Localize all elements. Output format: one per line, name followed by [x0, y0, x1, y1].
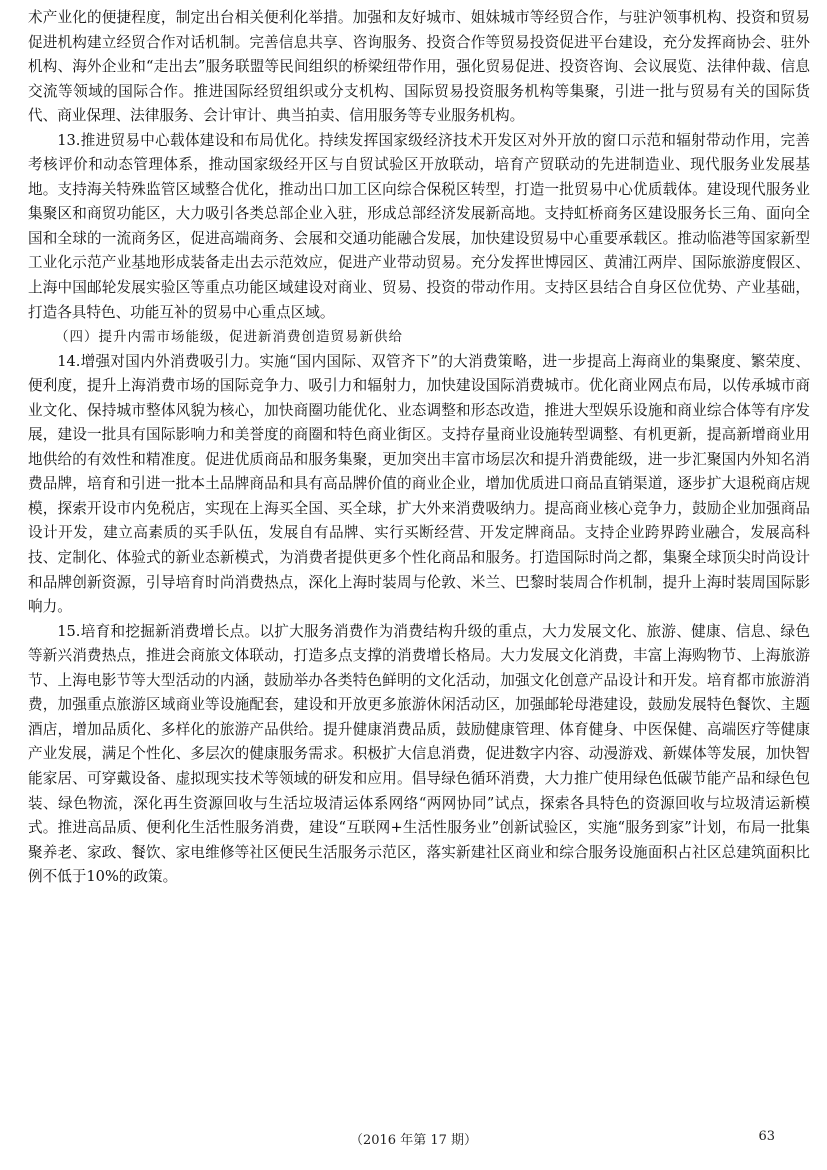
paragraph-item-14: 14.增强对国内外消费吸引力。实施“国内国际、双管齐下”的大消费策略，进一步提高上海商业的集聚度、繁荣度、便利度，提升上海消费市场的国际竞争力、吸引力和辐射力，加快建设国际消费城市。优化商业网点布局，以传承城市商业文化、保持城市整体风貌为核心，加快商圈功能优化、业态调整和形态改造，推进大型娱乐设施和商业综合体等有序发展，建设一批具有国际影响力和美誉度的商圈和特色商业街区。支持存量商业设施转型调整、有机更新，提高新增商业用地供给的有效性和精准度。促进优质商品和服务集聚，更加突出丰富市场层次和提升消费能级，进一步汇聚国内外知名消费品牌，培育和引进一批本土品牌商品和具有高品牌价值的商业企业，增加优质进口商品直销渠道，逐步扩大退税商店规模，探索开设市内免税店，实现在上海买全国、买全球，扩大外来消费吸纳力。提高商业核心竞争力，鼓励企业加强商品设计开发，建立高素质的买手队伍，发展自有品牌、实行买断经营、开发定牌商品。支持企业跨界跨业融合，发展高科技、定制化、体验式的新业态新模式，为消费者提供更多个性化商品和服务。打造国际时尚之都，集聚全球顶尖时尚设计和品牌创新资源，引导培育时尚消费热点，深化上海时装周与伦敦、米兰、巴黎时装周合作机制，提升上海时装周国际影响力。 [28, 352, 810, 616]
paragraph-item-15: 15.培育和挖掘新消费增长点。以扩大服务消费作为消费结构升级的重点，大力发展文化、旅游、健康、信息、绿色等新兴消费热点，推进会商旅文体联动，打造多点支撑的消费增长格局。大力发展文化消费，丰富上海购物节、上海旅游节、上海电影节等大型活动的内涵，鼓励举办各类特色鲜明的文化活动，加强文化创意产品设计和开发。培育都市旅游消费，加强重点旅游区域商业等设施配套，建设和开放更多旅游休闲活动区，加强邮轮母港建设，鼓励发展特色餐饮、主题酒店，增加品质化、多样化的旅游产品供给。提升健康消费品质，鼓励健康管理、体育健身、中医保健、高端医疗等健康产业发展，满足个性化、多层次的健康服务需求。积极扩大信息消费，促进数字内容、动漫游戏、新媒体等发展，加快智能家居、可穿戴设备、虚拟现实技术等领域的研发和应用。倡导绿色循环消费，大力推广使用绿色低碳节能产品和绿色包装、绿色物流，深化再生资源回收与生活垃圾清运体系网络“两网协同”试点，探索各具特色的资源回收与垃圾清运新模式。推进高品质、便利化生活性服务消费，建设“互联网+生活性服务业”创新试验区，实施“服务到家”计划，布局一批集聚养老、家政、餐饮、家电维修等社区便民生活服务示范区，落实新建社区商业和综合服务设施面积占社区总建筑面积比例不低于10%的政策。 [28, 622, 810, 886]
page-number: 63 [758, 1129, 775, 1144]
page-footer [0, 1129, 827, 1151]
issue-label: （2016 年第 17 期） [349, 1133, 478, 1148]
paragraph-continuation: 术产业化的便捷程度，制定出台相关便利化举措。加强和友好城市、姐妹城市等经贸合作，与驻沪领事机构、投资和贸易促进机构建立经贸合作对话机制。完善信息共享、咨询服务、投资合作等贸易投资促进平台建设，充分发挥商协会、驻外机构、海外企业和“走出去”服务联盟等民间组织的桥梁纽带作用，强化贸易促进、投资咨询、会议展览、法律仲裁、信息交流等领域的国际合作。推进国际经贸组织或分支机构、国际贸易投资服务机构等集聚，引进一批与贸易有关的国际货代、商业保理、法律服务、会计审计、典当拍卖、信用服务等专业服务机构。 [28, 9, 810, 125]
paragraph-item-13: 13.推进贸易中心载体建设和布局优化。持续发挥国家级经济技术开发区对外开放的窗口示范和辐射带动作用，完善考核评价和动态管理体系，推动国家级经开区与自贸试验区开放联动，培育产贸联动的先进制造业、现代服务业发展基地。支持海关特殊监管区域整合优化，推动出口加工区向综合保税区转型，打造一批贸易中心优质载体。建设现代服务业集聚区和商贸功能区，大力吸引各类总部企业入驻，形成总部经济发展新高地。支持虹桥商务区建设服务长三角、面向全国和全球的一流商务区，促进高端商务、会展和交通功能融合发展，加快建设贸易中心重要承载区。推动临港等国家新型工业化示范产业基地形成装备走出去示范效应，促进产业带动贸易。充分发挥世博园区、黄浦江两岸、国际旅游度假区、上海中国邮轮发展实验区等重点功能区域建设对商业、贸易、投资的带动作用。支持区县结合自身区位优势、产业基础，打造各具特色、功能互补的贸易中心重点区域。 [28, 131, 810, 321]
section-heading: （四）提升内需市场能级，促进新消费创造贸易新供给 [55, 329, 403, 346]
document-body [28, 6, 810, 890]
